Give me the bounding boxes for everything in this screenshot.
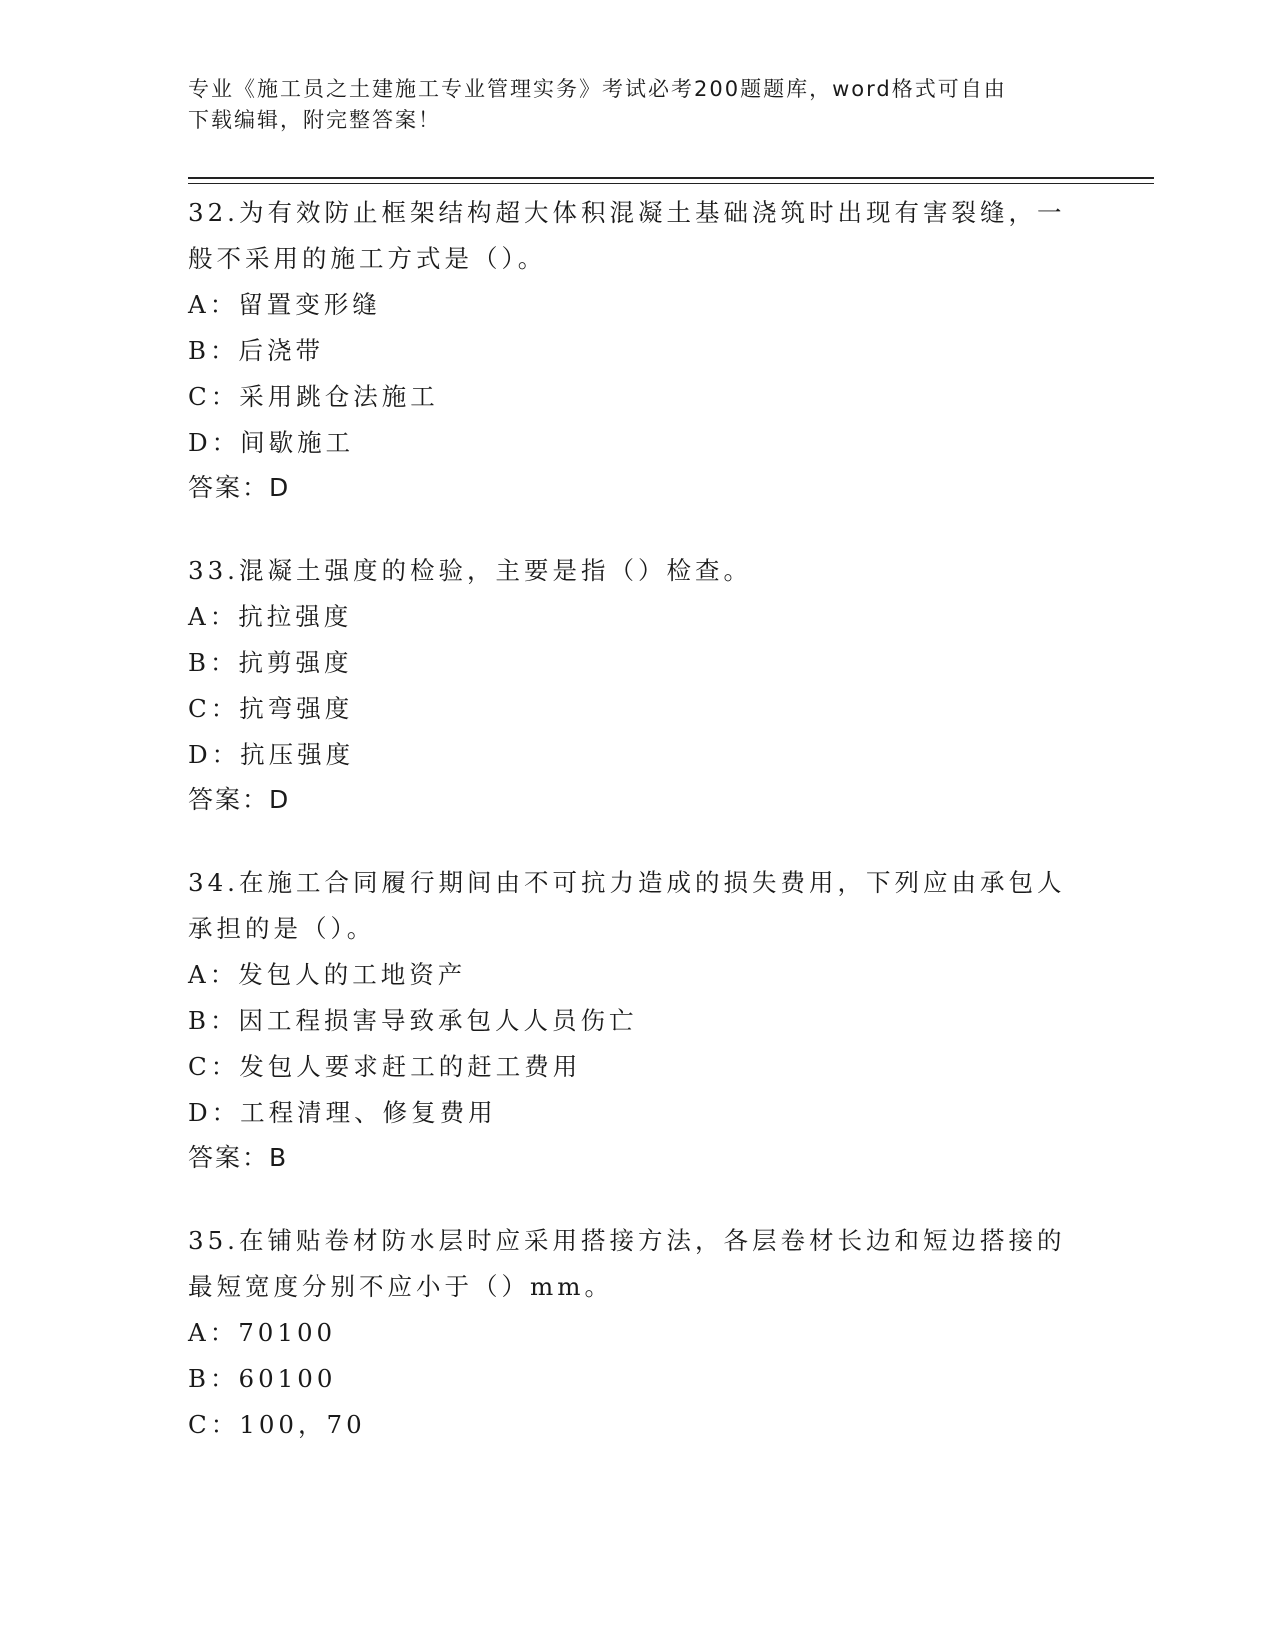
answer: 答案：D <box>188 473 291 502</box>
question-35 <box>188 1218 1088 1448</box>
document-header <box>188 74 1068 136</box>
header-divider-thick <box>188 177 1154 179</box>
question-text-line: 般不采用的施工方式是（）。 <box>188 244 547 273</box>
question-text-line: 32.为有效防止框架结构超大体积混凝土基础浇筑时出现有害裂缝，一 <box>188 198 1066 227</box>
option-b: B：抗剪强度 <box>188 648 353 677</box>
option-c: C：100，70 <box>188 1410 366 1439</box>
question-text-line: 承担的是（）。 <box>188 914 376 943</box>
question-34 <box>188 860 1088 1180</box>
question-text-line: 最短宽度分别不应小于（）mm。 <box>188 1272 613 1301</box>
question-33 <box>188 548 1088 822</box>
option-b: B：60100 <box>188 1364 337 1393</box>
question-list <box>188 190 1088 1486</box>
option-c: C：采用跳仓法施工 <box>188 382 439 411</box>
option-c: C：发包人要求赶工的赶工费用 <box>188 1052 582 1081</box>
question-32 <box>188 190 1088 510</box>
answer: 答案：B <box>188 1143 289 1172</box>
option-a: A：发包人的工地资产 <box>188 960 467 989</box>
option-b: B：后浇带 <box>188 336 325 365</box>
option-c: C：抗弯强度 <box>188 694 354 723</box>
option-a: A：70100 <box>188 1318 337 1347</box>
option-a: A：留置变形缝 <box>188 290 381 319</box>
option-a: A：抗拉强度 <box>188 602 353 631</box>
option-b: B：因工程损害导致承包人人员伤亡 <box>188 1006 638 1035</box>
header-divider-thin <box>188 183 1154 184</box>
option-d: D：工程清理、修复费用 <box>188 1098 497 1127</box>
header-line-1: 专业《施工员之土建施工专业管理实务》考试必考200题题库，word格式可自由 <box>188 77 1007 101</box>
header-line-2: 下载编辑，附完整答案！ <box>188 108 441 132</box>
question-text-line: 35.在铺贴卷材防水层时应采用搭接方法，各层卷材长边和短边搭接的 <box>188 1226 1066 1255</box>
option-d: D：抗压强度 <box>188 740 355 769</box>
option-d: D：间歇施工 <box>188 428 355 457</box>
answer: 答案：D <box>188 785 291 814</box>
question-text-line: 34.在施工合同履行期间由不可抗力造成的损失费用，下列应由承包人 <box>188 868 1066 897</box>
question-text-line: 33.混凝土强度的检验，主要是指（）检查。 <box>188 556 752 585</box>
